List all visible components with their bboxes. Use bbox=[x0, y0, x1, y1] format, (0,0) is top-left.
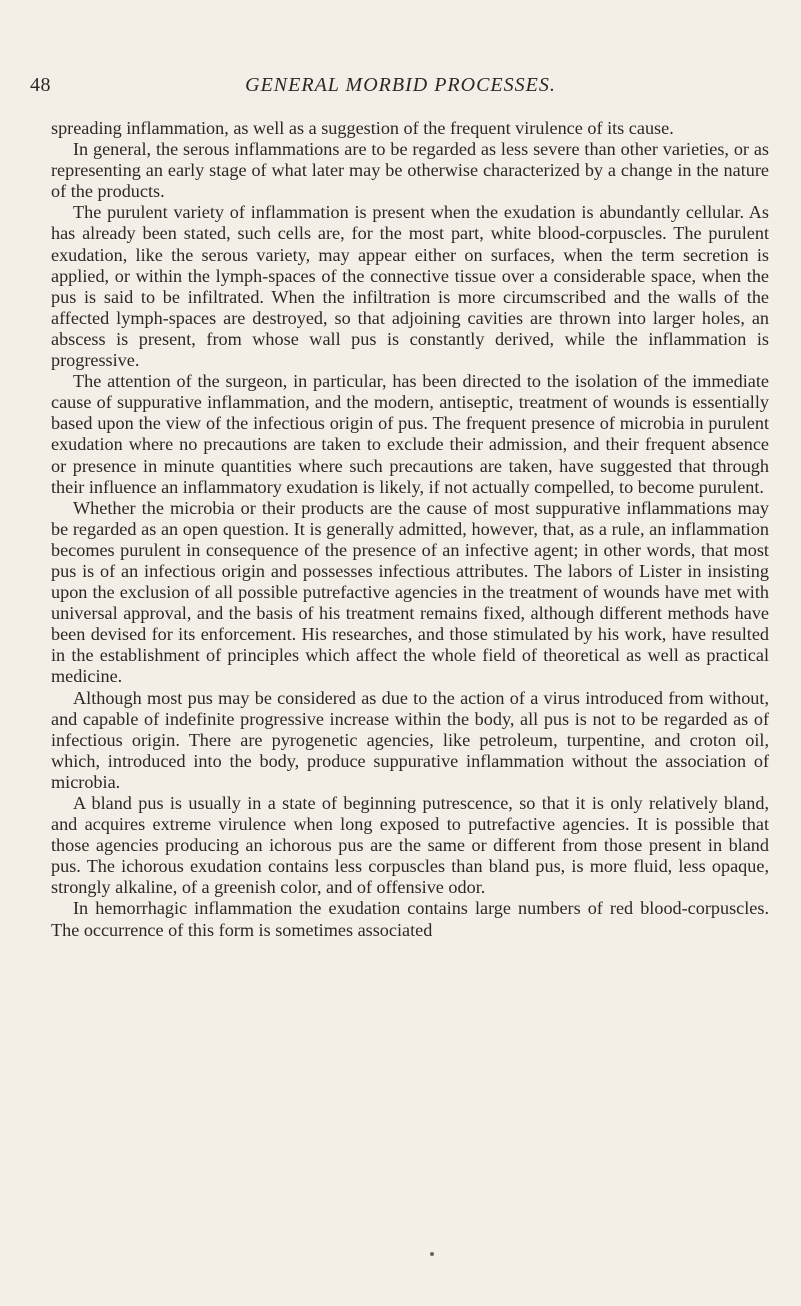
page-number: 48 bbox=[30, 74, 51, 96]
paragraph-serous: In general, the serous inflammations are to be regarded as less severe than other varieties, or as representing an early stage of what later may be otherwise characterized by a change in the nature of the products. bbox=[51, 139, 769, 202]
ink-speck bbox=[430, 1252, 434, 1256]
paragraph-surgeon: The attention of the surgeon, in particular, has been directed to the isolation of the immediate cause of suppurative inflammation, and the modern, antiseptic, treatment of wounds is essentially based upon the view of the infectious origin of pus. The frequent presence of microbia in purulent exudation where no precautions are taken to exclude their admission, and their frequent absence or presence in minute quantities where such precautions are taken, have suggested that through their influence an inflammatory exudation is likely, if not actually compelled, to become purulent. bbox=[51, 371, 769, 497]
running-head: GENERAL MORBID PROCESSES. bbox=[245, 74, 556, 96]
paragraph-bland-pus: A bland pus is usually in a state of beginning putrescence, so that it is only relatively bland, and acquires extreme virulence when long exposed to putrefactive agencies. It is possible that those agencies producing an ichorous pus are the same or different from those present in bland pus. The ichorous exudation contains less corpuscles than bland pus, is more fluid, less opaque, strongly alkaline, of a greenish color, and of offensive odor. bbox=[51, 793, 769, 898]
paragraph-hemorrhagic: In hemorrhagic inflammation the exudation contains large numbers of red blood-corpuscles. The occurrence of this form is sometimes associated bbox=[51, 898, 769, 940]
paragraph-purulent: The purulent variety of inflammation is present when the exudation is abundantly cellular. As has already been stated, such cells are, for the most part, white blood-corpuscles. The purulent exudation, like the serous variety, may appear either on surfaces, when the term secretion is applied, or within the lymph-spaces of the connective tissue over a considerable space, when the pus is said to be infiltrated. When the infiltration is more circumscribed and the walls of the affected lymph-spaces are destroyed, so that adjoining cavities are thrown into larger holes, an abscess is present, from whose wall pus is constantly derived, while the inflammation is progressive. bbox=[51, 202, 769, 371]
page-header bbox=[0, 70, 801, 106]
paragraph-virus: Although most pus may be considered as due to the action of a virus introduced from without, and capable of indefinite progressive increase within the body, all pus is not to be regarded as of infectious origin. There are pyrogenetic agencies, like petroleum, turpentine, and croton oil, which, introduced into the body, produce suppurative inflammation without the association of microbia. bbox=[51, 687, 769, 792]
paragraph-continued: spreading inflammation, as well as a suggestion of the frequent virulence of its cause. bbox=[51, 118, 674, 138]
body-text bbox=[51, 118, 769, 941]
paragraph-microbia: Whether the microbia or their products are the cause of most suppurative inflammations may be regarded as an open question. It is generally admitted, however, that, as a rule, an inflammation becomes purulent in consequence of the presence of an infective agent; in other words, that most pus is of an infectious origin and possesses infectious attributes. The labors of Lister in insisting upon the exclusion of all possible putrefactive agencies in the treatment of wounds have met with universal approval, and the basis of his treatment remains fixed, although different methods have been devised for its enforcement. His researches, and those stimulated by his work, have resulted in the establishment of principles which affect the whole field of theoretical as well as practical medicine. bbox=[51, 497, 769, 687]
